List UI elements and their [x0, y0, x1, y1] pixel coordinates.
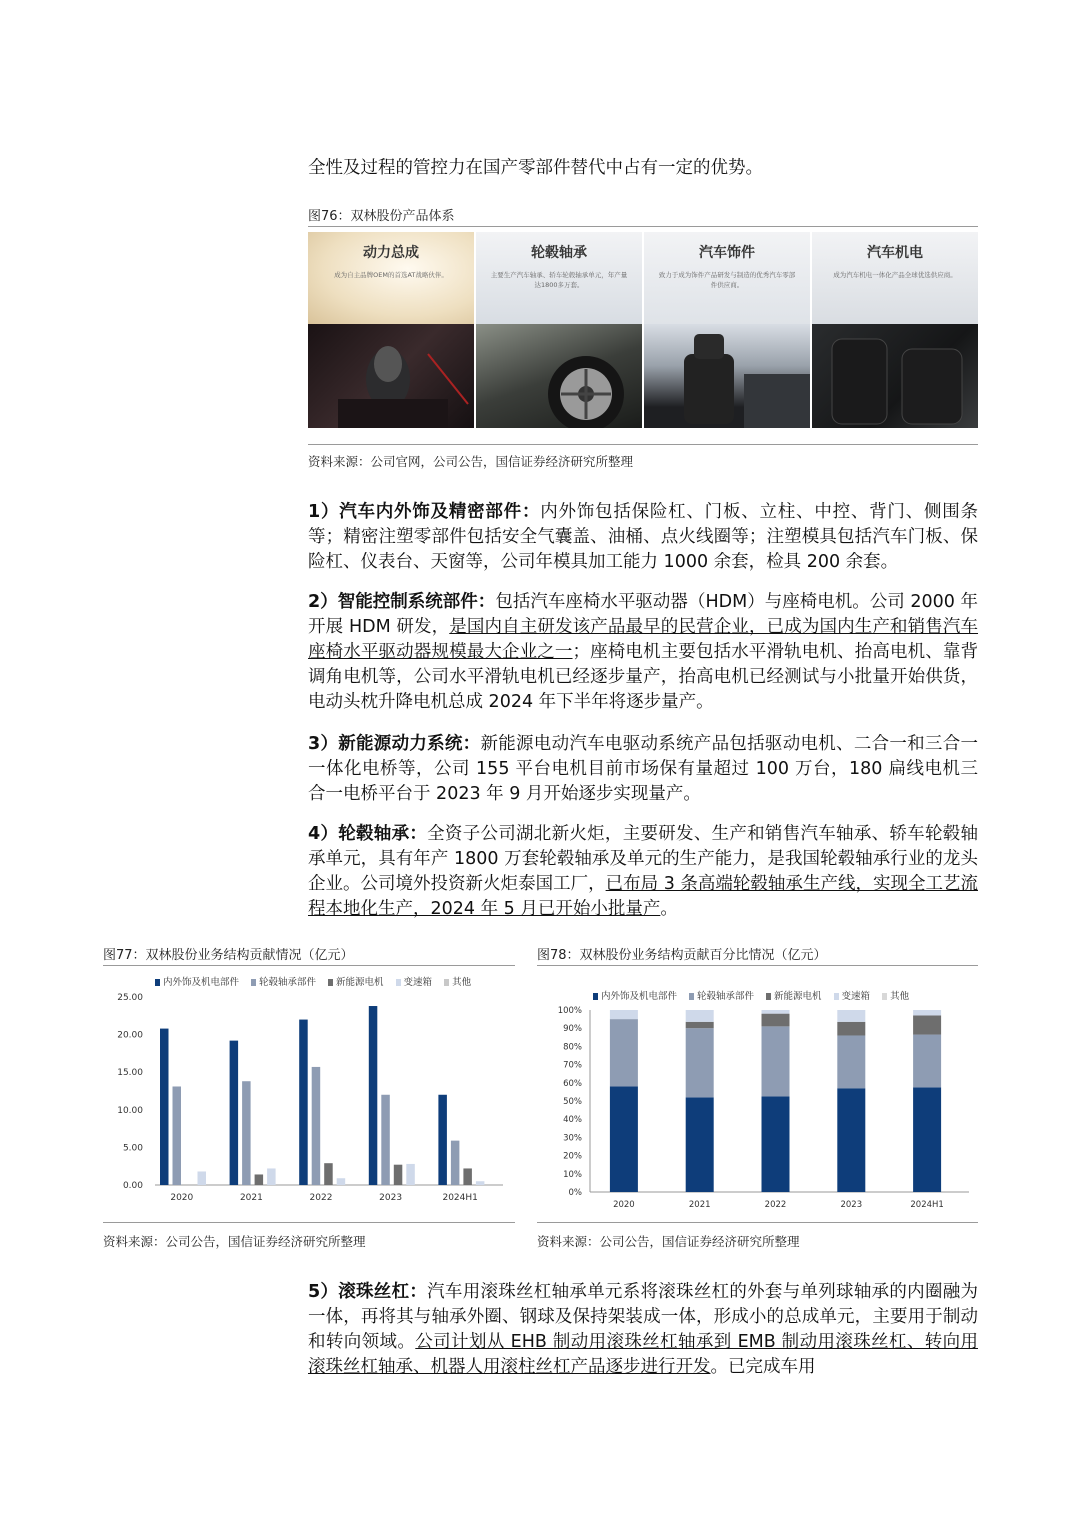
car-interior-image — [644, 324, 810, 428]
legend-label: 变速箱 — [403, 977, 433, 988]
panel-subtitle: 致力于成为饰件产品研发与制造的优秀汽车零部件供应商。 — [658, 271, 796, 289]
legend-swatch — [396, 979, 401, 986]
stacked-bar-segment — [686, 1022, 714, 1028]
y-tick-label: 90% — [563, 1024, 582, 1035]
y-tick-label: 0% — [568, 1188, 582, 1198]
fig77-caption: 图77：双林股份业务结构贡献情况（亿元） — [103, 948, 354, 963]
fig78-chart — [537, 968, 978, 1218]
bar — [255, 1174, 264, 1185]
legend-item — [689, 991, 754, 1002]
paragraph-5-body-end: 。已完成车用 — [710, 1357, 816, 1377]
bar — [198, 1171, 207, 1185]
legend-swatch — [766, 993, 771, 1000]
x-tick-label: 2021 — [239, 1193, 263, 1203]
x-tick-label: 2022 — [309, 1193, 333, 1203]
stacked-bar-segment — [762, 1026, 790, 1096]
legend-item — [444, 977, 471, 988]
y-tick-label: 20% — [563, 1151, 582, 1162]
legend-swatch — [155, 979, 160, 986]
stacked-bar-segment — [762, 1096, 790, 1192]
paragraph-2-body-end: ；座椅电机主要包括水平滑轨电机、抬高电机、靠背调角电机等，公司水平滑轨电机已经逐步量产，抬高电机已经测试与小批量开始供货，电动头枕升降电机总成 2024 年下半年将逐步量产。 — [308, 642, 979, 712]
legend-item — [593, 991, 677, 1002]
paragraph-1 — [308, 500, 978, 575]
legend-swatch — [834, 993, 839, 1000]
bar — [324, 1163, 333, 1185]
y-tick-label: 10.00 — [117, 1105, 143, 1116]
legend-label: 新能源电机 — [336, 977, 384, 988]
panel-title: 动力总成 — [363, 245, 419, 261]
bar — [394, 1165, 403, 1185]
panel-title: 轮毂轴承 — [531, 245, 587, 261]
fig78-caption: 图78：双林股份业务结构贡献百分比情况（亿元） — [537, 948, 827, 963]
gear-shifter-image — [308, 324, 474, 428]
product-panel-hub-bearing — [476, 232, 642, 428]
x-tick-label: 2022 — [764, 1200, 787, 1210]
paragraph-5-heading: 5）滚珠丝杠： — [308, 1282, 428, 1302]
stacked-bar-segment — [837, 1035, 865, 1088]
x-tick-label: 2020 — [170, 1193, 194, 1203]
paragraph-5-underline: 公司计划从 EHB 制动用滚珠丝杠轴承到 EMB 制动用滚珠丝杠、转向用滚珠丝杠轴承、机器人用滚柱丝杠产品逐步进行开发 — [308, 1332, 978, 1377]
legend-item — [882, 991, 909, 1002]
stacked-bar-segment — [913, 1035, 941, 1088]
legend-label: 其他 — [452, 977, 472, 988]
x-tick-label: 2024H1 — [442, 1193, 478, 1203]
paragraph-2-body: 包括汽车座椅水平驱动器（HDM）与座椅电机。公司 2000 年开展 HDM 研发， — [308, 592, 978, 637]
fig77-legend — [155, 974, 483, 988]
legend-label: 内外饰及机电部件 — [163, 977, 240, 988]
x-tick-label: 2023 — [379, 1193, 403, 1203]
x-tick-label: 2020 — [613, 1200, 635, 1210]
legend-swatch — [882, 993, 887, 1000]
stacked-bar-segment — [762, 1010, 790, 1014]
y-tick-label: 25.00 — [117, 993, 143, 1003]
legend-item — [766, 991, 822, 1002]
bar — [267, 1168, 276, 1185]
fig78-source: 资料来源：公司公告，国信证券经济研究所整理 — [537, 1234, 800, 1249]
bar — [160, 1029, 169, 1185]
y-tick-label: 100% — [557, 1006, 582, 1016]
legend-item — [155, 977, 239, 988]
panel-subtitle: 成为汽车机电一体化产品全球优选供应商。 — [833, 271, 957, 279]
bar — [230, 1041, 239, 1185]
bar — [369, 1006, 378, 1185]
bar — [451, 1141, 460, 1185]
stacked-bar-segment — [837, 1088, 865, 1192]
legend-label: 其他 — [890, 991, 910, 1002]
fig76-caption: 图76：双林股份产品体系 — [308, 209, 455, 224]
legend-label: 内外饰及机电部件 — [601, 991, 678, 1002]
paragraph-4 — [308, 822, 978, 922]
legend-swatch — [251, 979, 256, 986]
y-tick-label: 20.00 — [117, 1030, 143, 1041]
bar — [463, 1168, 472, 1185]
legend-label: 变速箱 — [841, 991, 871, 1002]
paragraph-5-body: 汽车用滚珠丝杠轴承单元系将滚珠丝杠的外套与单列球轴承的内圈融为一体，再将其与轴承外圈、钢球及保持架装成一体，形成小的总成单元，主要用于制动和转向领域。 — [308, 1282, 978, 1352]
legend-item — [396, 977, 433, 988]
seat-image — [812, 324, 978, 428]
stacked-bar-segment — [686, 1028, 714, 1097]
stacked-bar-segment — [837, 1010, 865, 1022]
fig76-source: 资料来源：公司官网，公司公告，国信证券经济研究所整理 — [308, 454, 634, 469]
paragraph-2-heading: 2）智能控制系统部件： — [308, 592, 496, 612]
y-tick-label: 50% — [563, 1097, 582, 1107]
legend-swatch — [328, 979, 333, 986]
y-tick-label: 60% — [563, 1078, 582, 1089]
product-panel-interior — [644, 232, 810, 428]
panel-subtitle: 主要生产汽车轴承、轿车轮毂轴承单元，年产量达1800多万套。 — [490, 271, 628, 289]
stacked-bar-segment — [762, 1014, 790, 1027]
paragraph-4-body-end: 。 — [660, 899, 678, 919]
product-panel-powertrain — [308, 232, 474, 428]
stacked-bar-segment — [610, 1086, 638, 1192]
product-panel-motor — [812, 232, 978, 428]
x-tick-label: 2024H1 — [910, 1200, 944, 1210]
bar — [312, 1067, 321, 1185]
y-tick-label: 5.00 — [122, 1143, 143, 1154]
stacked-bar-segment — [686, 1010, 714, 1022]
legend-label: 轮毂轴承部件 — [259, 977, 317, 988]
legend-item — [251, 977, 316, 988]
y-tick-label: 80% — [563, 1042, 582, 1053]
stacked-bar-segment — [913, 1010, 941, 1015]
panel-title: 汽车饰件 — [699, 245, 755, 261]
legend-swatch — [444, 979, 449, 986]
paragraph-2-underline: 是国内自主研发该产品最早的民营企业，已成为国内生产和销售汽车座椅水平驱动器规模最大企业之一 — [308, 617, 979, 662]
y-tick-label: 0.00 — [122, 1181, 143, 1191]
stacked-bar-segment — [837, 1022, 865, 1036]
legend-swatch — [689, 993, 694, 1000]
stacked-bar-segment — [686, 1097, 714, 1192]
legend-item — [328, 977, 384, 988]
paragraph-3-body: 新能源电动汽车电驱动系统产品包括驱动电机、二合一和三合一一体化电桥等，公司 155 平台电机目前市场保有量超过 100 万台，180 扁线电机三合一电桥平台于 2023 年 9 月开始逐步实现量产。 — [308, 734, 978, 804]
stacked-bar-segment — [913, 1087, 941, 1192]
fig77-source: 资料来源：公司公告，国信证券经济研究所整理 — [103, 1234, 366, 1249]
x-tick-label: 2021 — [688, 1200, 711, 1210]
intro-line: 全性及过程的管控力在国产零部件替代中占有一定的优势。 — [308, 158, 763, 178]
bar — [438, 1095, 447, 1185]
stacked-bar-segment — [610, 1010, 638, 1019]
paragraph-4-heading: 4）轮毂轴承： — [308, 824, 428, 844]
paragraph-2 — [308, 590, 978, 715]
panel-title: 汽车机电 — [867, 245, 923, 261]
wheel-image — [476, 324, 642, 428]
paragraph-4-body: 全资子公司湖北新火炬，主要研发、生产和销售汽车轴承、轿车轮毂轴承单元，具有年产 1800 万套轮毂轴承及单元的生产能力，是我国轮毂轴承行业的龙头企业。公司境外投资新火炬泰国工厂， — [308, 824, 978, 894]
x-tick-label: 2023 — [840, 1200, 863, 1210]
legend-label: 新能源电机 — [774, 991, 822, 1002]
y-tick-label: 15.00 — [117, 1068, 143, 1079]
paragraph-3 — [308, 732, 978, 807]
bar — [406, 1164, 415, 1185]
bar — [299, 1020, 308, 1185]
stacked-bar-segment — [610, 1019, 638, 1086]
paragraph-1-body: 内外饰包括保险杠、门板、立柱、中控、背门、侧围条等；精密注塑零部件包括安全气囊盖、油桶、点火线圈等；注塑模具包括汽车门板、保险杠、仪表台、天窗等，公司年模具加工能力 1000 余套，检具 200 余套。 — [308, 502, 979, 572]
bar — [476, 1181, 485, 1185]
panel-subtitle: 成为自主品牌OEM的首选AT战略伙伴。 — [334, 271, 448, 279]
y-tick-label: 40% — [563, 1115, 582, 1126]
paragraph-3-heading: 3）新能源动力系统： — [308, 734, 481, 754]
y-tick-label: 30% — [563, 1133, 582, 1144]
bar — [173, 1086, 182, 1185]
fig77-chart — [103, 968, 515, 1218]
legend-item — [834, 991, 871, 1002]
legend-label: 轮毂轴承部件 — [697, 991, 755, 1002]
fig78-legend — [593, 988, 921, 1002]
bar — [242, 1081, 251, 1185]
stacked-bar-segment — [913, 1015, 941, 1034]
y-tick-label: 70% — [563, 1060, 582, 1071]
paragraph-5 — [308, 1280, 978, 1380]
legend-swatch — [593, 993, 598, 1000]
bar — [381, 1095, 390, 1185]
paragraph-1-heading: 1）汽车内外饰及精密部件： — [308, 502, 541, 522]
paragraph-4-underline: 已布局 3 条高端轮毂轴承生产线，实现全工艺流程本地化生产，2024 年 5 月已开始小批量产 — [308, 874, 978, 919]
y-tick-label: 10% — [563, 1169, 582, 1180]
bar — [337, 1178, 346, 1185]
